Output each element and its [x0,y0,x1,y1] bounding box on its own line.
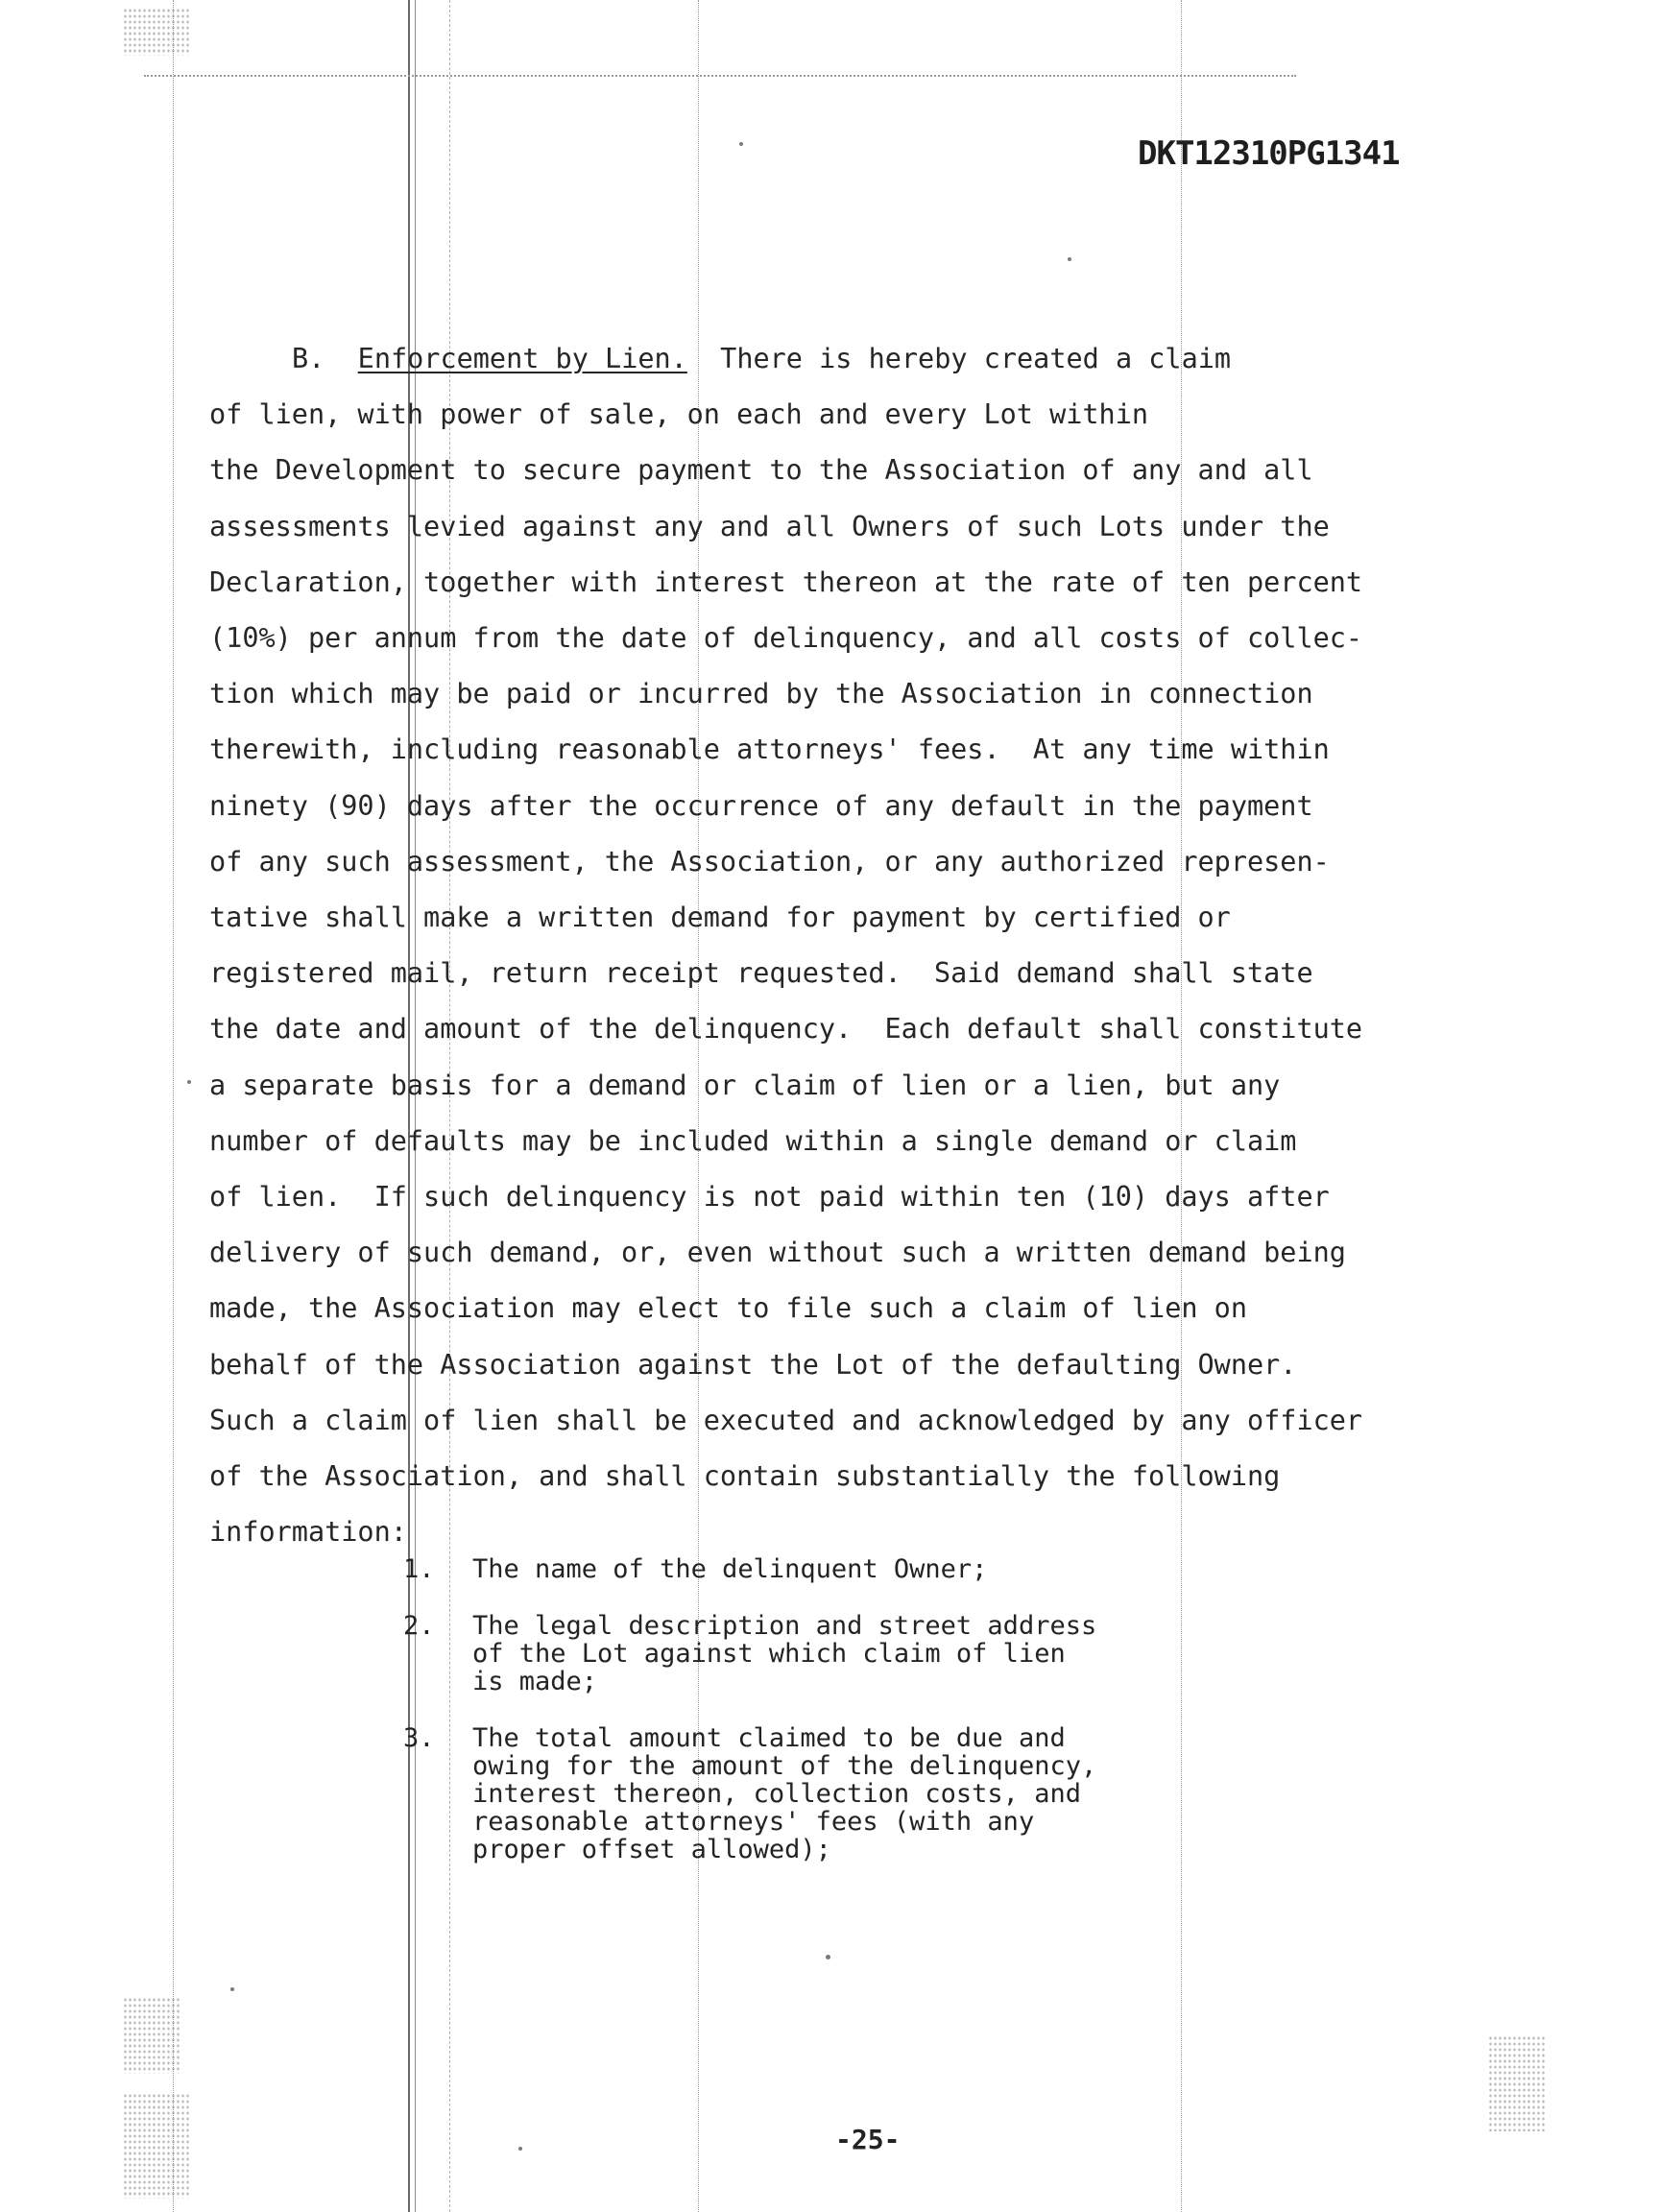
paragraph-line: therewith, including reasonable attorneys' fees. At any time within [209,733,1330,766]
scan-speck [187,1080,191,1084]
section-heading: Enforcement by Lien. [357,343,687,374]
list-item-number: 2. [403,1611,435,1641]
list-item-text: The legal description and street address of the Lot against which claim of lien is made; [472,1611,1097,1696]
scan-speck [1068,257,1071,261]
list-item-number: 3. [403,1723,435,1753]
scan-speck [230,1987,234,1991]
scan-noise [1488,2035,1546,2131]
paragraph-line: of lien, with power of sale, on each and every Lot within [209,398,1149,431]
paragraph-line: tative shall make a written demand for payment by certified or [209,902,1231,934]
scan-noise [123,2093,190,2199]
paragraph-line: ninety (90) days after the occurrence of any default in the payment [209,789,1313,822]
paragraph-line: a separate basis for a demand or claim of lien or a lien, but any [209,1069,1281,1101]
list-item-text: The total amount claimed to be due and owing for the amount of the delinquency, interest thereon, collection costs, and reasonable attorneys' fees (with any proper offset allowed); [472,1723,1097,1864]
numbered-list [403,1555,1190,1892]
scan-noise [123,8,190,56]
paragraph-line: (10%) per annum from the date of delinquency, and all costs of collec- [209,622,1363,655]
section-first-line [209,331,1457,387]
section-letter: B. [292,343,325,374]
paragraph-line: of any such assessment, the Association, or any authorized represen- [209,845,1330,878]
paragraph-line: made, the Association may elect to file such a claim of lien on [209,1292,1247,1325]
paragraph-line: Such a claim of lien shall be executed and acknowledged by any officer [209,1404,1363,1436]
paragraph-line: tion which may be paid or incurred by the Association in connection [209,678,1313,710]
scan-speck [739,142,743,146]
paragraph-line: the Development to secure payment to the Association of any and all [209,454,1313,487]
scan-speck [518,2147,522,2151]
section-paragraph [209,331,1457,1560]
paragraph-line: the date and amount of the delinquency. Each default shall constitute [209,1013,1363,1046]
paragraph-line: information: [209,1516,407,1549]
paragraph-line: number of defaults may be included within a single demand or claim [209,1124,1297,1157]
list-item [403,1612,1190,1695]
list-item-text: The name of the delinquent Owner; [472,1554,988,1584]
list-item [403,1555,1190,1583]
paragraph-line: of the Association, and shall contain substantially the following [209,1460,1281,1493]
paragraph-line: There is hereby created a claim [720,343,1232,374]
list-item [403,1724,1190,1863]
scan-artifact-line [144,75,1296,77]
paragraph-line: delivery of such demand, or, even without such a written demand being [209,1237,1346,1269]
page-number: -25- [835,2124,901,2155]
paragraph-line: assessments levied against any and all Owners of such Lots under the [209,510,1330,542]
paragraph-line: of lien. If such delinquency is not paid within ten (10) days after [209,1181,1330,1214]
docket-stamp: DKT12310PG1341 [1138,134,1400,173]
scan-noise [123,1997,180,2074]
scan-speck [826,1955,830,1960]
paragraph-line: behalf of the Association against the Lot of the defaulting Owner. [209,1348,1297,1381]
paragraph-line: Declaration, together with interest thereon at the rate of ten percent [209,565,1363,598]
paragraph-line: registered mail, return receipt requested. Said demand shall state [209,957,1313,990]
list-item-number: 1. [403,1554,435,1584]
scan-artifact-line [173,0,174,2212]
